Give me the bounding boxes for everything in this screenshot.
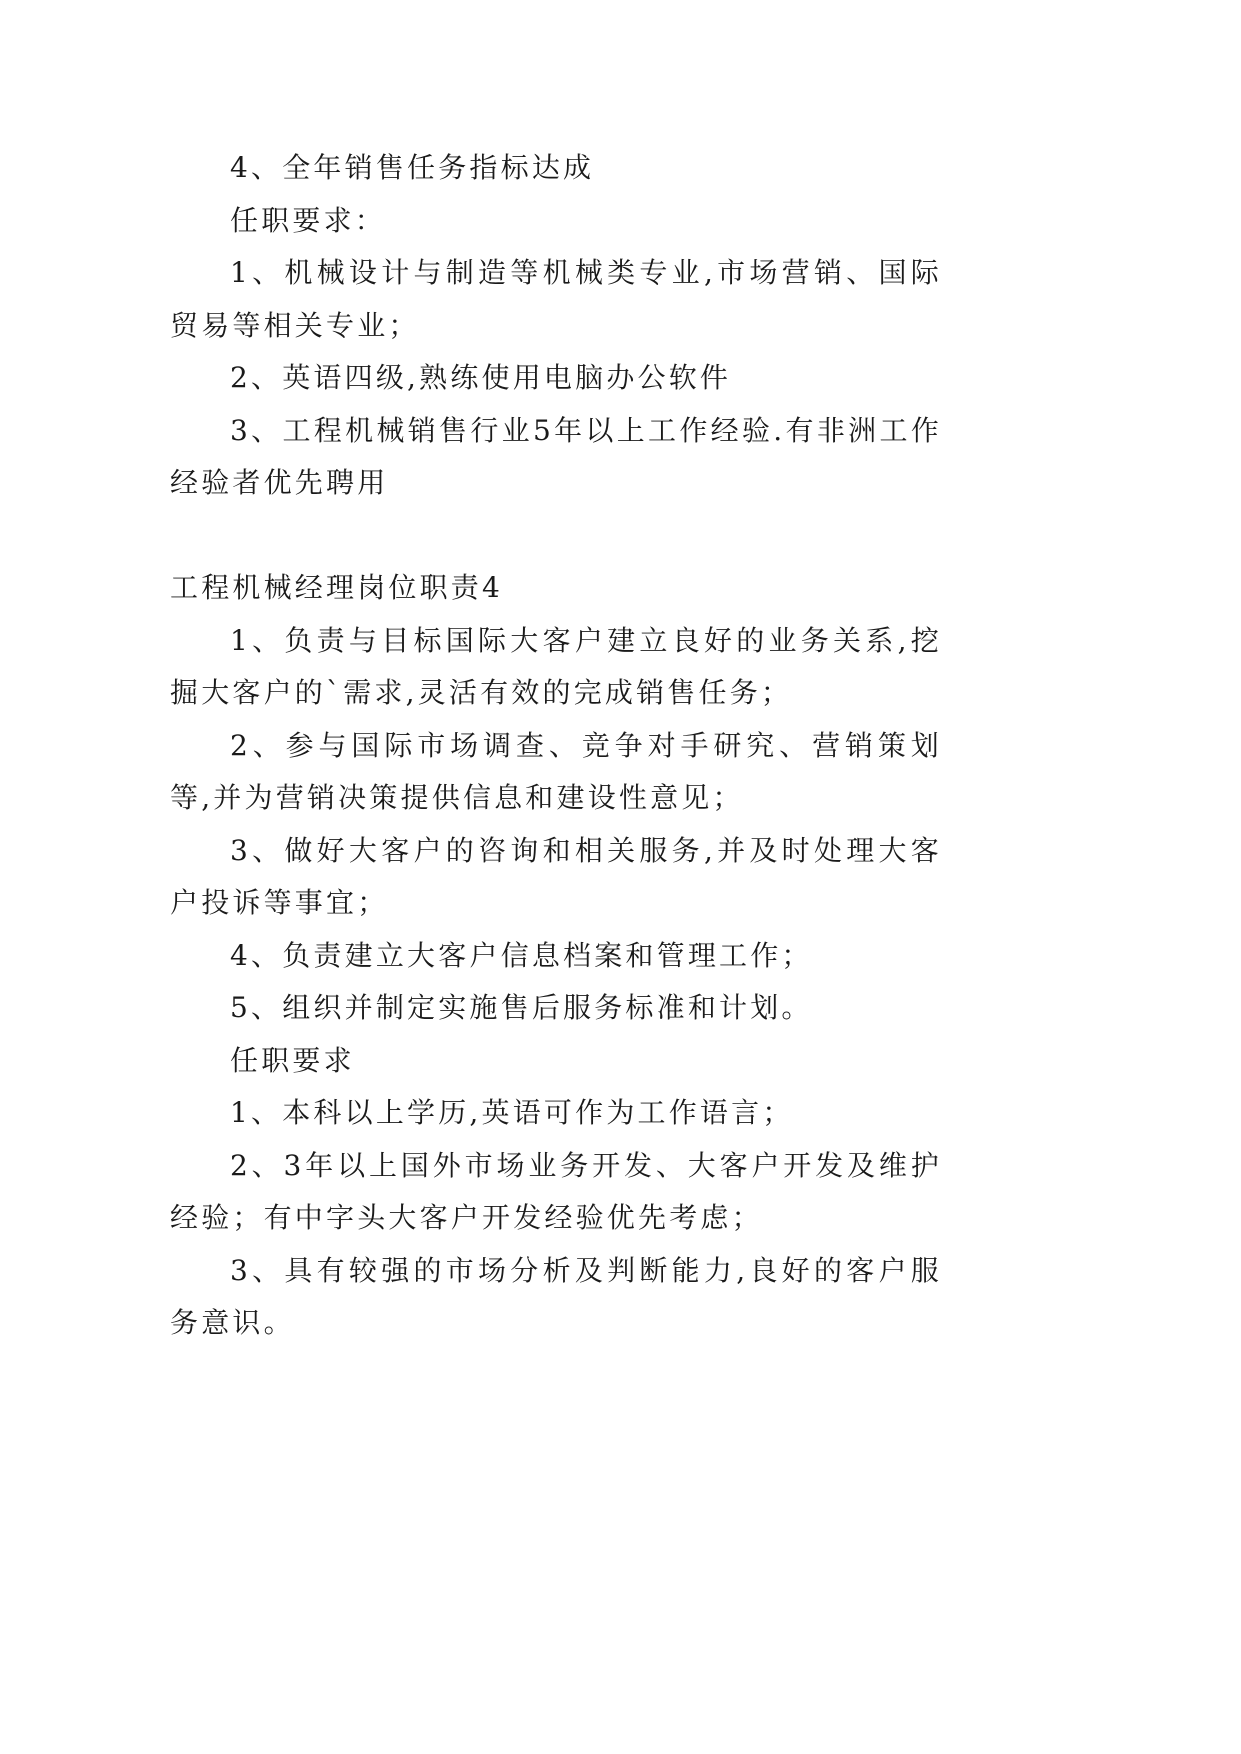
paragraph: 1、负责与目标国际大客户建立良好的业务关系,挖掘大客户的`需求,灵活有效的完成销售任务； bbox=[170, 623, 942, 709]
paragraph: 2、英语四级,熟练使用电脑办公软件 bbox=[230, 361, 732, 394]
paragraph: 4、全年销售任务指标达成 bbox=[230, 151, 595, 184]
paragraph: 任职要求： bbox=[230, 203, 387, 237]
paragraph: 1、机械设计与制造等机械类专业,市场营销、国际贸易等相关专业； bbox=[170, 256, 942, 342]
paragraph: 3、工程机械销售行业5年以上工作经验.有非洲工作经验者优先聘用 bbox=[170, 413, 942, 499]
paragraph: 2、参与国际市场调查、竞争对手研究、营销策划等,并为营销决策提供信息和建设性意见； bbox=[170, 728, 942, 814]
section-heading: 工程机械经理岗位职责4 bbox=[170, 571, 504, 604]
paragraph: 3、做好大客户的咨询和相关服务,并及时处理大客户投诉等事宜； bbox=[170, 833, 942, 919]
paragraph: 1、本科以上学历,英语可作为工作语言； bbox=[230, 1096, 794, 1129]
paragraph: 任职要求 bbox=[230, 1043, 355, 1077]
document-body bbox=[170, 142, 942, 1350]
paragraph: 5、组织并制定实施售后服务标准和计划。 bbox=[230, 991, 813, 1024]
paragraph: 3、具有较强的市场分析及判断能力,良好的客户服务意识。 bbox=[170, 1253, 942, 1339]
paragraph: 2、3年以上国外市场业务开发、大客户开发及维护经验；有中字头大客户开发经验优先考虑； bbox=[170, 1148, 942, 1234]
section-gap bbox=[170, 510, 942, 563]
paragraph: 4、负责建立大客户信息档案和管理工作； bbox=[230, 938, 813, 972]
